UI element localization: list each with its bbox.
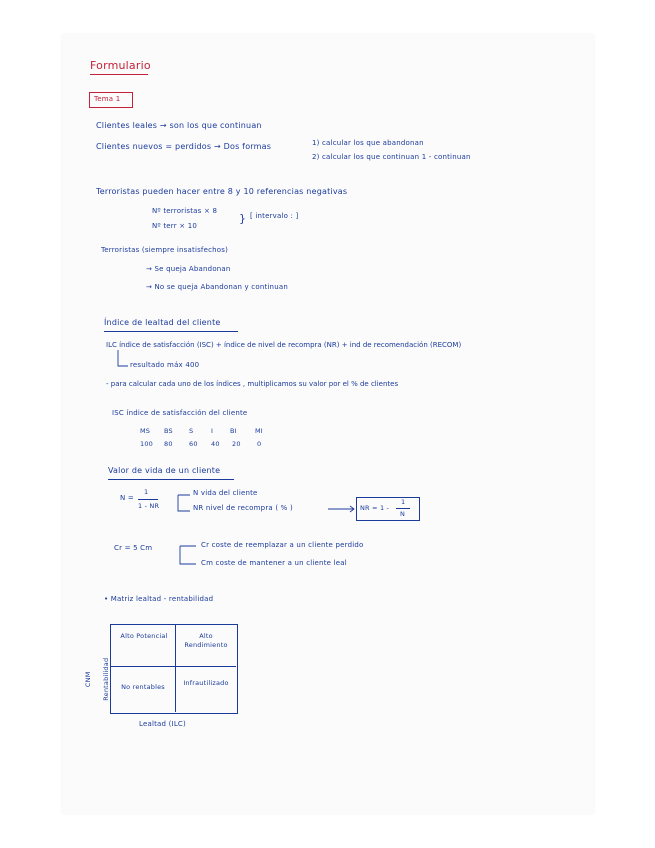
isc-code: I [211,427,214,435]
tema-label: Tema 1 [94,95,121,103]
n-numerator: 1 [144,488,149,496]
forma-1: 1) calcular los que abandonan [312,139,424,147]
isc-code: MI [255,427,263,435]
terroristas-insatisfechos: Terroristas (siempre insatisfechos) [101,246,229,254]
isc-value: 80 [164,440,173,448]
matriz-heading: • Matriz lealtad - rentabilidad [104,595,214,603]
intervalo: [ intervalo : ] [250,212,299,220]
n-terroristas: Nº terroristas × 8 [152,207,218,215]
isc-value: 20 [232,440,241,448]
n-denominator: 1 - NR [138,502,160,510]
terroristas-text: Terroristas pueden hacer entre 8 y 10 referencias negativas [96,187,348,196]
arrow-resultado [118,350,128,366]
cr-formula: Cr = 5 Cm [114,544,153,552]
n-desc-2: NR nivel de recompra ( % ) [193,504,293,512]
nr-box-numerator: 1 [401,498,406,506]
isc-code: BI [230,427,237,435]
arrow-nr [328,506,354,512]
clientes-nuevos: Clientes nuevos = perdidos → Dos formas [96,142,272,151]
cr-desc-1: Cr coste de reemplazar a un cliente perdido [201,541,364,549]
isc-code: MS [140,427,151,435]
n-desc-1: N vida del cliente [193,489,258,497]
matrix-cell: No rentables [121,683,165,691]
isc-value: 100 [140,440,154,448]
matrix-y-label: Rentabilidad [101,657,110,701]
isc-value: 40 [211,440,220,448]
isc-value: 60 [189,440,198,448]
n-terr: Nº terr × 10 [152,222,198,230]
bracket-n [178,495,190,511]
clientes-leales: Clientes leales → son los que continuan [96,121,262,130]
resultado-max: resultado máx 400 [130,361,200,369]
no-se-queja: → No se queja Abandonan y continuan [146,283,288,291]
para-calcular: - para calcular cada uno de los índices , multiplicamos su valor por el % de clientes [106,380,399,388]
nr-box-label: NR = 1 - [360,504,390,512]
matrix-x-label: Lealtad (ILC) [139,720,186,728]
bracket-cr [180,546,196,564]
nr-box-denominator: N [400,510,406,518]
matrix-cell: Infrautilizado [183,679,229,687]
indice-heading: Índice de lealtad del cliente [104,318,221,327]
se-queja: → Se queja Abandonan [146,265,231,273]
ilc-definition: ILC índice de satisfacción (ISC) + índice de nivel de recompra (NR) + ind de recomendación (RECOM) [106,341,462,349]
page-title: Formulario [90,59,151,72]
isc-value: 0 [257,440,262,448]
matrix-y-label-2: CNM [83,671,92,688]
forma-2: 2) calcular los que continuan 1 - continuan [312,153,471,161]
cr-desc-2: Cm coste de mantener a un cliente leal [201,559,347,567]
isc-heading: ISC índice de satisfacción del cliente [112,409,248,417]
valor-heading: Valor de vida de un cliente [108,466,221,475]
brace-right: } [239,212,247,225]
matrix-cell: Alto Rendimiento [184,632,228,650]
isc-code: BS [164,427,173,435]
isc-code: S [189,427,194,435]
n-label: N = [120,494,134,502]
matrix-cell: Alto Potencial [120,632,168,640]
